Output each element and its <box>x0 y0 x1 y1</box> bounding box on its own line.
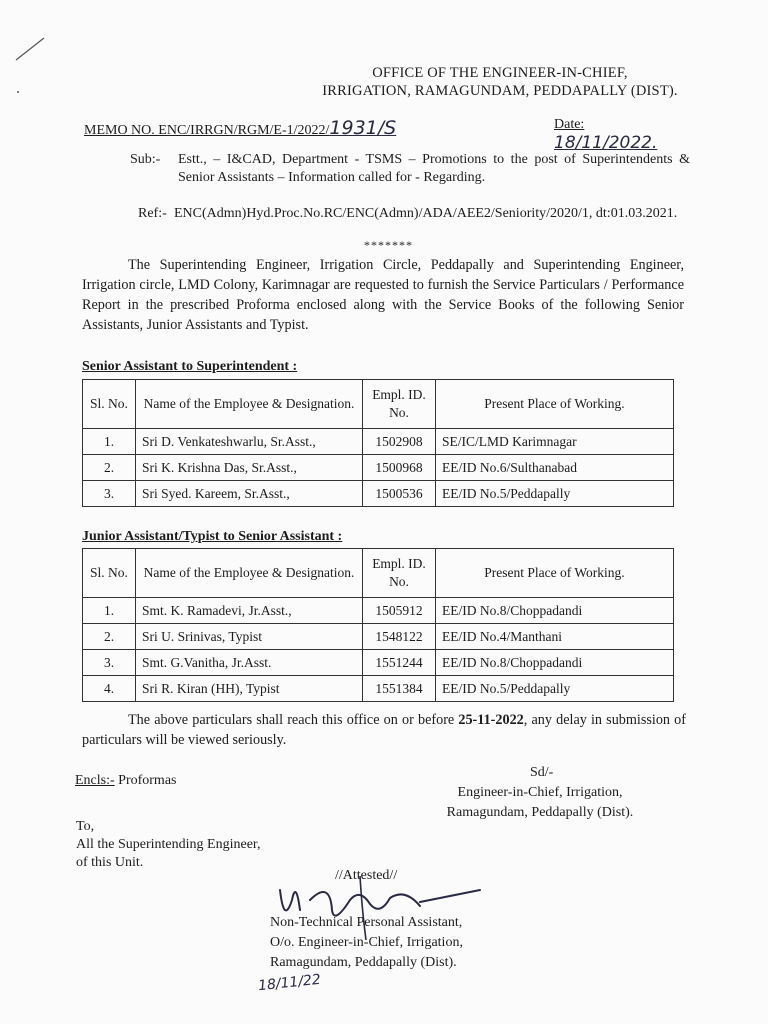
date-label: Date: <box>554 117 585 132</box>
memo-line <box>84 117 684 153</box>
separator: ******* <box>364 238 413 252</box>
to-line-2: All the Superintending Engineer, <box>76 837 261 852</box>
cell-place: EE/ID No.5/Peddapally <box>436 481 674 507</box>
header-name: Name of the Employee & Designation. <box>136 549 363 598</box>
header-id: Empl. ID. No. <box>363 380 436 429</box>
section-title-junior: Junior Assistant/Typist to Senior Assistant : <box>82 529 343 544</box>
cell-place: EE/ID No.8/Choppadandi <box>436 598 674 624</box>
cell-place: EE/ID No.4/Manthani <box>436 624 674 650</box>
handwritten-initial-date: 18/11/22 <box>257 971 322 995</box>
nta-line-1: Non-Technical Personal Assistant, <box>270 915 463 930</box>
cell-id: 1551244 <box>363 650 436 676</box>
cell-sl: 4. <box>83 676 136 702</box>
reference-text: ENC(Admn)Hyd.Proc.No.RC/ENC(Admn)/ADA/AEE2/Seniority/2020/1, dt:01.03.2021. <box>174 206 678 221</box>
signature-block <box>420 763 660 823</box>
header-place: Present Place of Working. <box>436 549 674 598</box>
junior-assistant-table <box>82 548 674 702</box>
table-row <box>83 455 674 481</box>
table-row <box>83 650 674 676</box>
cell-id: 1500968 <box>363 455 436 481</box>
subject-block <box>130 151 690 187</box>
signature-sd: Sd/- <box>530 765 554 780</box>
header-sl: Sl. No. <box>83 380 136 429</box>
cell-place: SE/IC/LMD Karimnagar <box>436 429 674 455</box>
signature-line-1: Engineer-in-Chief, Irrigation, <box>457 785 623 800</box>
cell-place: EE/ID No.6/Sulthanabad <box>436 455 674 481</box>
table-row <box>83 676 674 702</box>
nta-line-3: Ramagundam, Peddapally (Dist). <box>270 955 457 970</box>
header-line-2: IRRIGATION, RAMAGUNDAM, PEDDAPALLY (DIST). <box>322 83 678 99</box>
enclosure-label: Encls:- <box>75 773 115 788</box>
cell-name: Sri D. Venkateshwarlu, Sr.Asst., <box>136 429 363 455</box>
header-place: Present Place of Working. <box>436 380 674 429</box>
cell-name: Sri K. Krishna Das, Sr.Asst., <box>136 455 363 481</box>
cell-name: Sri Syed. Kareem, Sr.Asst., <box>136 481 363 507</box>
to-line-3: of this Unit. <box>76 855 144 870</box>
cell-name: Smt. K. Ramadevi, Jr.Asst., <box>136 598 363 624</box>
cell-name: Sri U. Srinivas, Typist <box>136 624 363 650</box>
closing-paragraph <box>82 710 686 750</box>
subject-text: Estt., – I&CAD, Department - TSMS – Promotions to the post of Superintendents & Senior Assistants – Information called for - Regarding. <box>178 152 690 185</box>
cell-id: 1548122 <box>363 624 436 650</box>
cell-id: 1505912 <box>363 598 436 624</box>
cell-sl: 2. <box>83 455 136 481</box>
header-name: Name of the Employee & Designation. <box>136 380 363 429</box>
addressee-block <box>76 818 261 872</box>
enclosure-value: Proformas <box>114 773 177 788</box>
section-title-senior: Senior Assistant to Superintendent : <box>82 359 298 374</box>
senior-assistant-table <box>82 379 674 507</box>
office-header <box>280 64 720 100</box>
nta-line-2: O/o. Engineer-in-Chief, Irrigation, <box>270 935 463 950</box>
closing-text-before: The above particulars shall reach this office on or before <box>128 712 459 728</box>
cell-id: 1500536 <box>363 481 436 507</box>
cell-sl: 1. <box>83 429 136 455</box>
table-row <box>83 624 674 650</box>
nta-block <box>270 913 500 973</box>
memo-number-label: MEMO NO. ENC/IRRGN/RGM/E-1/2022/ <box>84 123 330 138</box>
table-row <box>83 598 674 624</box>
cell-sl: 3. <box>83 481 136 507</box>
attested-label: //Attested// <box>335 868 398 883</box>
reference-label: Ref:- <box>138 206 167 221</box>
subject-label: Sub:- <box>130 152 161 167</box>
table-header-row <box>83 380 674 429</box>
deadline-date: 25-11-2022 <box>458 712 524 728</box>
enclosures <box>75 773 176 789</box>
table-row <box>83 481 674 507</box>
reference-block <box>138 205 688 223</box>
cell-id: 1502908 <box>363 429 436 455</box>
header-sl: Sl. No. <box>83 549 136 598</box>
table-header-row <box>83 549 674 598</box>
signature-line-2: Ramagundam, Peddapally (Dist). <box>446 805 634 820</box>
table-row <box>83 429 674 455</box>
pen-mark-icon <box>10 20 50 100</box>
cell-place: EE/ID No.8/Choppadandi <box>436 650 674 676</box>
memo-handwritten-number: 1931/S <box>329 117 397 139</box>
cell-name: Sri R. Kiran (HH), Typist <box>136 676 363 702</box>
cell-sl: 1. <box>83 598 136 624</box>
cell-sl: 2. <box>83 624 136 650</box>
cell-sl: 3. <box>83 650 136 676</box>
cell-place: EE/ID No.5/Peddapally <box>436 676 674 702</box>
body-paragraph: The Superintending Engineer, Irrigation Circle, Peddapally and Superintending Engineer, Irrigation circle, LMD Colony, Karimnagar are requested to furnish the Service Particulars / Performance Report in the prescribed Proforma enclosed along with the Service Books of the following Senior Assistants, Junior Assistants and Typist. <box>82 257 684 333</box>
header-line-1: OFFICE OF THE ENGINEER-IN-CHIEF, <box>372 65 628 81</box>
to-line-1: To, <box>76 819 95 834</box>
closing-text-after: , any delay in submission of particulars will be viewed seriously. <box>82 712 686 748</box>
cell-name: Smt. G.Vanitha, Jr.Asst. <box>136 650 363 676</box>
header-id: Empl. ID. No. <box>363 549 436 598</box>
cell-id: 1551384 <box>363 676 436 702</box>
date-value: 18/11/2022. <box>554 133 658 153</box>
